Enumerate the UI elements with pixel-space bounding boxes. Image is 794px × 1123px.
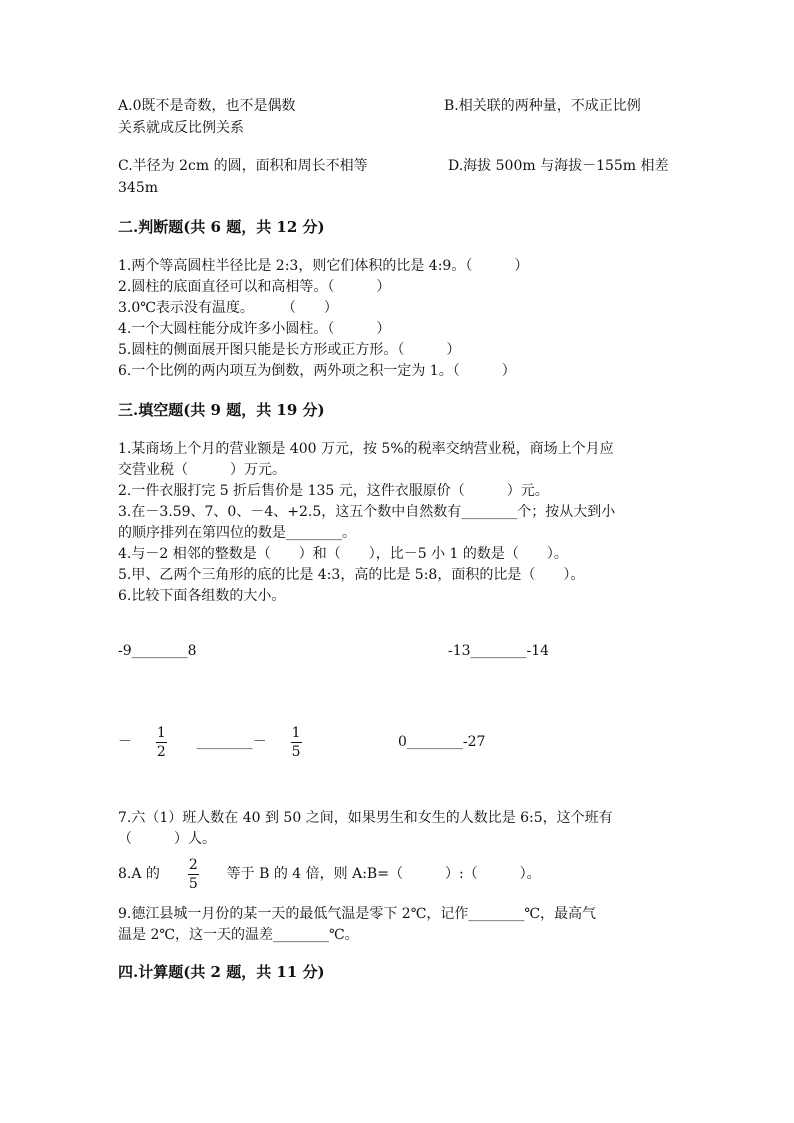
section2-title: 二.判断题(共 6 题，共 12 分) (118, 218, 325, 236)
fill-q5: 5.甲、乙两个三角形的底的比是 4:3，高的比是 5:8，面积的比是（ ）。 (118, 567, 585, 583)
fill-q6: 6.比较下面各组数的大小。 (118, 588, 286, 604)
option-a-text: 0既不是奇数，也不是偶数 (132, 98, 296, 114)
option-c: C.半径为 2cm 的圆，面积和周长不相等 (118, 158, 368, 174)
option-a (118, 96, 295, 116)
fraction-numerator: 1 (291, 724, 301, 741)
fraction-1-2 (155, 724, 168, 761)
fill-q3-line1: 3.在－3.59、7、0、－4、+2.5，这五个数中自然数有________个；按从大到小 (118, 504, 616, 520)
minus-sign: － (118, 734, 132, 750)
fill-q9-line1: 9.德江县城一月份的某一天的最低气温是零下 2℃，记作________℃，最高气 (118, 906, 597, 922)
fraction-numerator: 1 (156, 724, 166, 741)
fraction-denominator: 2 (156, 743, 166, 760)
compare-3-blank: ________－ (196, 734, 267, 750)
fill-q2: 2.一件衣服打完 5 折后售价是 135 元，这件衣服原价（ ）元。 (118, 483, 549, 499)
fill-q7-line2: （ ）人。 (118, 831, 216, 847)
judge-item-3: 3.0℃表示没有温度。 （ ） (118, 300, 338, 316)
compare-4: 0________-27 (398, 734, 486, 750)
fill-q8-pre: 8.A 的 (118, 866, 160, 882)
fraction-2-5 (187, 856, 200, 893)
compare-1: -9________8 (118, 643, 197, 659)
fill-q8-post: 等于 B 的 4 倍，则 A:B=（ ）:（ ）。 (226, 866, 541, 882)
fraction-denominator: 5 (188, 875, 198, 892)
option-d-line2: 345m (118, 180, 158, 196)
judge-item-5: 5.圆柱的侧面展开图只能是长方形或正方形。（ ） (118, 342, 461, 358)
judge-item-4: 4.一个大圆柱能分成许多小圆柱。（ ） (118, 321, 391, 337)
fill-q4: 4.与－2 相邻的整数是（ ）和（ ），比－5 小 1 的数是（ ）。 (118, 546, 568, 562)
option-b-line2: 关系就成反比例关系 (118, 120, 244, 136)
judge-item-2: 2.圆柱的底面直径可以和高相等。（ ） (118, 279, 391, 295)
fill-q1-line2: 交营业税（ ）万元。 (118, 462, 286, 478)
fraction-numerator: 2 (188, 856, 198, 873)
fill-q3-line2: 的顺序排列在第四位的数是________。 (118, 525, 356, 541)
fill-q8 (118, 854, 541, 894)
compare-2: -13________-14 (448, 643, 550, 659)
option-a-label: A. (118, 98, 133, 114)
section3-title: 三.填空题(共 9 题，共 19 分) (118, 401, 325, 419)
judge-item-1: 1.两个等高圆柱半径比是 2:3，则它们体积的比是 4:9。（ ） (118, 258, 529, 274)
section4-title: 四.计算题(共 2 题，共 11 分) (118, 963, 325, 981)
judge-item-6: 6.一个比例的两内项互为倒数，两外项之积一定为 1。（ ） (118, 363, 516, 379)
compare-3 (118, 722, 303, 762)
fraction-denominator: 5 (291, 743, 301, 760)
fill-q1-line1: 1.某商场上个月的营业额是 400 万元，按 5%的税率交纳营业税，商场上个月应 (118, 441, 614, 457)
fill-q9-line2: 温是 2℃，这一天的温差________℃。 (118, 927, 359, 943)
option-b-line1: B.相关联的两种量，不成正比例 (444, 98, 641, 114)
fill-q7-line1: 7.六（1）班人数在 40 到 50 之间，如果男生和女生的人数比是 6:5，这个班有 (118, 810, 613, 826)
option-d-line1: D.海拔 500m 与海拔－155m 相差 (448, 158, 669, 174)
fraction-1-5 (290, 724, 303, 761)
